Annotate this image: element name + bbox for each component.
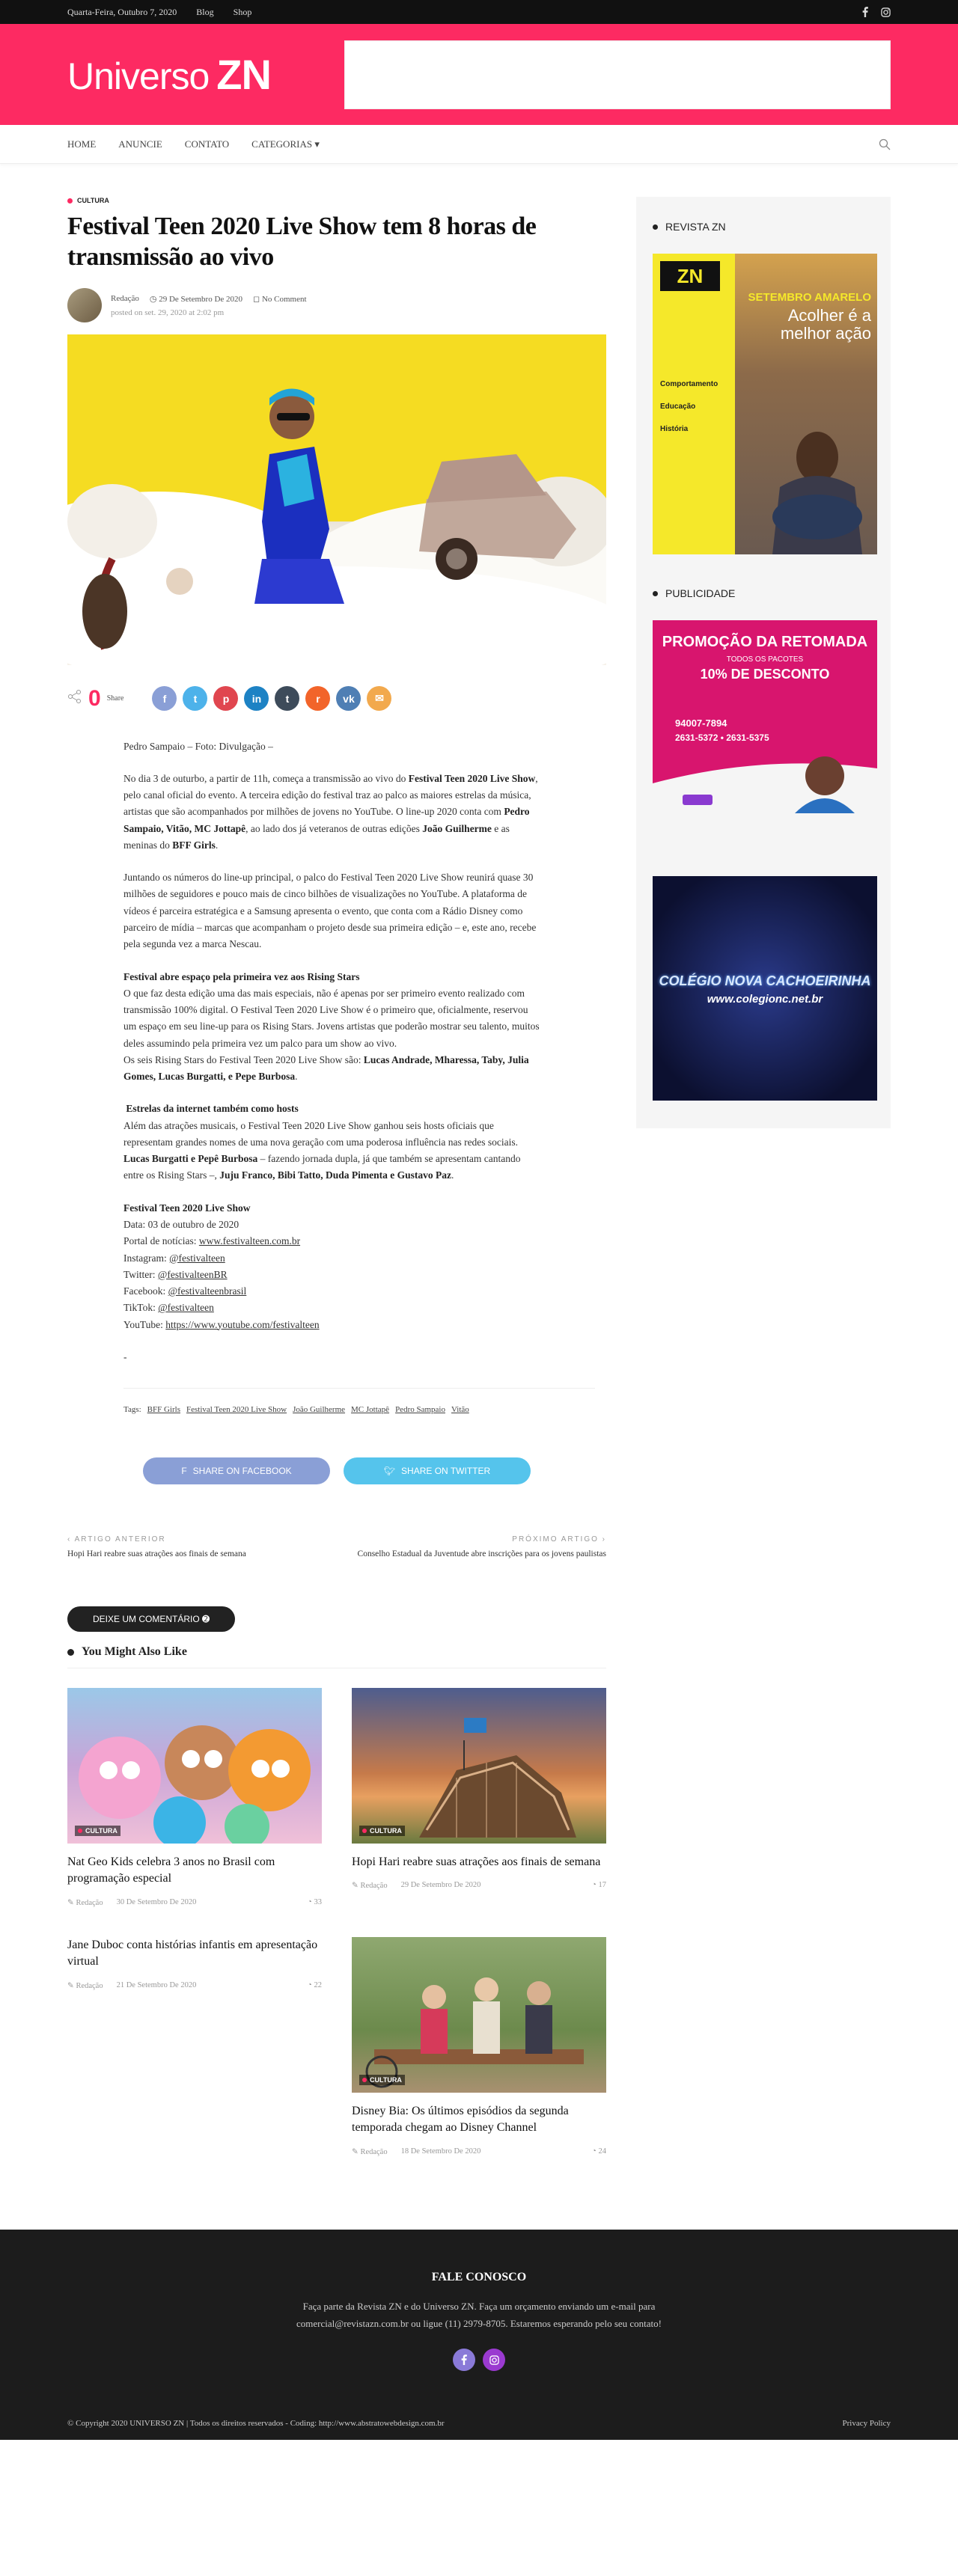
site-footer <box>0 2230 958 2440</box>
nav-home[interactable]: HOME <box>67 138 97 150</box>
top-bar <box>0 0 958 24</box>
instagram-icon[interactable] <box>881 7 891 17</box>
related-author[interactable]: ✎ Redação <box>67 1981 103 1990</box>
share-twitter-button[interactable]: 🐦︎ SHARE ON TWITTER <box>344 1457 531 1484</box>
related-grid <box>67 1688 606 2186</box>
share-facebook-button[interactable]: F SHARE ON FACEBOOK <box>143 1457 330 1484</box>
related-views: ◔ 22 <box>307 1980 322 1989</box>
next-label: PRÓXIMO ARTIGO › <box>512 1535 606 1544</box>
tag-link[interactable]: Pedro Sampaio <box>395 1405 445 1415</box>
related-views: ◔ 17 <box>591 1881 606 1890</box>
related-image[interactable] <box>352 1937 606 2093</box>
post-meta <box>67 288 606 322</box>
related-views: ◔ 33 <box>307 1897 322 1906</box>
search-icon[interactable] <box>879 138 891 150</box>
clock-icon: ◷ <box>149 294 157 304</box>
share-count: 0 <box>88 685 101 711</box>
tags-label: Tags: <box>123 1405 141 1415</box>
related-title[interactable]: Disney Bia: Os últimos episódios da segunda temporada chegam ao Disney Channel <box>352 2104 569 2135</box>
related-heading: You Might Also Like <box>67 1645 606 1668</box>
comment-count[interactable]: No Comment <box>261 294 307 304</box>
ad-title: PROMOÇÃO DA RETOMADA <box>662 634 868 650</box>
main-nav <box>0 125 958 164</box>
separator-dash: - <box>123 1350 127 1362</box>
magazine-section: Educação <box>660 403 696 411</box>
share-reddit-icon[interactable]: r <box>305 686 330 711</box>
leave-comment-button[interactable]: DEIXE UM COMENTÁRIO ➋ <box>67 1606 235 1632</box>
share-label: Share <box>106 694 124 703</box>
twitter-icon: 🐦︎ <box>383 1466 396 1477</box>
twitter-link[interactable]: @festivalteenBR <box>157 1268 228 1280</box>
comment-icon: ◻ <box>253 294 260 304</box>
share-facebook-icon[interactable]: f <box>152 686 177 711</box>
image-caption: Pedro Sampaio – Foto: Divulgação – <box>123 740 273 752</box>
tag-link[interactable]: Vitão <box>451 1405 469 1415</box>
section-heading: Festival abre espaço pela primeira vez aos Rising Stars <box>123 970 360 982</box>
magazine-section: Comportamento <box>660 380 718 388</box>
privacy-policy-link[interactable]: Privacy Policy <box>842 2418 891 2428</box>
posted-on: posted on set. 29, 2020 at 2:02 pm <box>111 308 225 317</box>
prev-post-link[interactable]: Hopi Hari reabre suas atrações aos finais de semana <box>67 1549 246 1559</box>
related-views: ◔ 24 <box>591 2147 606 2156</box>
card-category[interactable]: CULTURA <box>359 2075 405 2085</box>
card-category[interactable]: CULTURA <box>75 1826 120 1836</box>
related-card[interactable] <box>352 1937 606 2156</box>
tiktok-link[interactable]: @festivalteen <box>158 1302 214 1314</box>
tag-link[interactable]: BFF Girls <box>147 1405 180 1415</box>
prev-label: ‹ ARTIGO ANTERIOR <box>67 1535 166 1544</box>
facebook-link[interactable]: @festivalteenbrasil <box>168 1285 247 1297</box>
post-category[interactable]: CULTURA <box>67 197 606 204</box>
footer-heading: FALE CONOSCO <box>431 2270 527 2283</box>
nav-contato[interactable]: CONTATO <box>184 138 230 150</box>
header-ad-banner <box>344 40 891 109</box>
event-info: Festival Teen 2020 Live Show Data: 03 de outubro de 2020 Portal de notícias: www.festivalteen.com.br Instagram: @festivalteen Twitter: @festivalteenBR Facebook: @festivalteenbrasil TikTok: @festivalteen YouTube: https://www.youtube.com/festivalteen <box>123 1202 320 1330</box>
facebook-icon[interactable] <box>453 2349 475 2371</box>
magazine-headline: SETEMBRO AMARELO <box>748 291 871 304</box>
share-tumblr-icon[interactable]: t <box>275 686 299 711</box>
chevron-down-icon: ▾ <box>314 138 320 150</box>
related-title[interactable]: Jane Duboc conta histórias infantis em apresentação virtual <box>67 1938 318 1968</box>
paragraph: No dia 3 de outurbo, a partir de 11h, começa a transmissão ao vivo do Festival Teen 2020 Live Show, pelo canal oficial do evento. A terceira edição do festival traz ao palco as maiores estrelas da música, artistas que são acompanhados por milhões de jovens no YouTube. O line-up 2020 conta com Pedro Sampaio, Vitão, MC Jottapê, ao lado dos já veteranos de outras edições João Guilherme e as meninas do BFF Girls. <box>123 772 538 851</box>
related-card[interactable] <box>352 1688 606 1907</box>
tag-link[interactable]: MC Jottapê <box>351 1405 390 1415</box>
paragraph: Festival abre espaço pela primeira vez aos Rising Stars O que faz desta edição uma das mais especiais, não é apenas por ser primeiro evento realizado com transmissão 100% digital. O Festival Teen 2020 Live Show é o primeiro que, oficialmente, reservou um espaço em seu line-up para os Rising Stars. Jovens artistas que poderão mostrar seu talento, muitos deles assumindo pela primeira vez um palco para um show ao vivo. Os seis Rising Stars do Festival Teen 2020 Live Show são: Lucas Andrade, Mharessa, Taby, Julia Gomes, Lucas Burgatti, e Pepe Burbosa. <box>123 970 540 1083</box>
tag-link[interactable]: João Guilherme <box>293 1405 346 1415</box>
sidebar-heading-publicidade: PUBLICIDADE <box>653 587 874 599</box>
tag-link[interactable]: Festival Teen 2020 Live Show <box>186 1405 287 1415</box>
ad-phone: 94007-7894 <box>675 718 727 729</box>
topbar-link-shop[interactable]: Shop <box>233 6 252 17</box>
sidebar <box>636 197 891 1128</box>
ad-subtitle: TODOS OS PACOTES <box>726 655 804 664</box>
share-bar <box>67 686 606 712</box>
related-date: 30 De Setembro De 2020 <box>116 1897 197 1906</box>
post-navigation <box>67 1535 606 1558</box>
facebook-icon[interactable] <box>861 7 869 17</box>
portal-link[interactable]: www.festivalteen.com.br <box>198 1235 301 1247</box>
share-twitter-icon[interactable]: t <box>183 686 207 711</box>
author-name[interactable]: Redação <box>111 293 139 303</box>
ad-url: www.colegionc.net.br <box>707 993 823 1006</box>
share-email-icon[interactable]: ✉ <box>367 686 391 711</box>
post-title: Festival Teen 2020 Live Show tem 8 horas de transmissão ao vivo <box>67 212 537 271</box>
related-author[interactable]: ✎ Redação <box>352 2147 388 2156</box>
related-author[interactable]: ✎ Redação <box>67 1898 103 1907</box>
related-date: 21 De Setembro De 2020 <box>116 1980 197 1989</box>
share-pinterest-icon[interactable]: p <box>213 686 238 711</box>
related-date: 18 De Setembro De 2020 <box>400 2147 481 2156</box>
instagram-icon[interactable] <box>483 2349 505 2371</box>
magazine-subheadline: Acolher é a melhor ação <box>780 306 871 343</box>
site-header <box>0 24 958 125</box>
ad-discount: 10% DE DESCONTO <box>700 667 830 682</box>
post-date: 29 De Setembro De 2020 <box>159 294 243 304</box>
featured-image <box>67 334 606 665</box>
current-date: Quarta-Feira, Outubro 7, 2020 <box>67 6 177 17</box>
related-card[interactable] <box>67 1688 322 1907</box>
ad-banner-colegio[interactable] <box>653 876 877 1101</box>
related-image[interactable] <box>67 1688 322 1844</box>
ad-banner-promo[interactable] <box>653 620 877 813</box>
arrow-circle-icon: ➋ <box>202 1614 210 1625</box>
share-vk-icon[interactable]: vk <box>336 686 361 711</box>
share-linkedin-icon[interactable]: in <box>244 686 269 711</box>
related-title[interactable]: Hopi Hari reabre suas atrações aos finais de semana <box>352 1855 601 1869</box>
related-title[interactable]: Nat Geo Kids celebra 3 anos no Brasil com programação especial <box>67 1855 275 1885</box>
next-post-link[interactable]: Conselho Estadual da Juventude abre inscrições para os jovens paulistas <box>357 1549 606 1559</box>
related-card[interactable] <box>67 1937 322 2156</box>
footer-text: Faça parte da Revista ZN e do Universo ZN. Faça um orçamento enviando um e-mail para comercial@revistazn.com.br ou ligue (11) 2979-8705. Estaremos esperando pelo seu contato! <box>296 2300 662 2330</box>
related-date: 29 De Setembro De 2020 <box>400 1881 481 1890</box>
related-author[interactable]: ✎ Redação <box>352 1882 388 1891</box>
share-buttons <box>67 1457 606 1484</box>
article-column <box>67 197 606 2186</box>
instagram-link[interactable]: @festivalteen <box>169 1252 225 1264</box>
magazine-logo: ZN <box>660 261 720 291</box>
facebook-icon: F <box>181 1466 187 1477</box>
related-image[interactable] <box>352 1688 606 1844</box>
nav-categorias[interactable]: CATEGORIAS ▾ <box>251 138 320 150</box>
youtube-link[interactable]: https://www.youtube.com/festivalteen <box>165 1318 320 1330</box>
sidebar-heading-revista: REVISTA ZN <box>653 221 874 233</box>
site-logo[interactable]: Universo ZN <box>67 50 271 98</box>
section-heading: Estrelas da internet também como hosts <box>123 1103 299 1115</box>
copyright: © Copyright 2020 UNIVERSO ZN | Todos os direitos reservados - Coding: http://www.abstratowebdesign.com.br <box>67 2418 445 2428</box>
article-body <box>123 738 543 1366</box>
paragraph: Juntando os números do line-up principal, o palco do Festival Teen 2020 Live Show reunirá quase 30 milhões de seguidores e pouco mais de cinco bilhões de visualizações no YouTube. A plataforma de vídeos é parceira estratégica e a Samsung apresenta o evento, que conta com a Rádio Disney como parceiro de mídia – marcas que acompanham o projeto desde sua primeira edição – e, este ano, recebe pela segunda vez a marca Nescau. <box>123 872 537 950</box>
topbar-link-blog[interactable]: Blog <box>196 6 214 17</box>
magazine-cover[interactable] <box>653 254 877 554</box>
card-category[interactable]: CULTURA <box>359 1826 405 1836</box>
paragraph: Estrelas da internet também como hosts Além das atrações musicais, o Festival Teen 2020 Live Show ganhou seis hosts oficiais que representam grandes nomes de uma nova geração com uma poderosa influência nas redes sociais. Lucas Burgatti e Pepê Burbosa – fazendo jornada dupla, já que também se apresentam cantando entre os Rising Stars –, Juju Franco, Bibi Tatto, Duda Pimenta e Gustavo Paz. <box>123 1103 521 1181</box>
share-icon <box>67 689 82 708</box>
ad-phone: 2631-5372 • 2631-5375 <box>675 732 769 743</box>
post-tags <box>123 1388 595 1414</box>
magazine-section: História <box>660 425 689 433</box>
ad-title: COLÉGIO NOVA CACHOEIRINHA <box>659 973 871 988</box>
author-avatar[interactable] <box>67 288 102 322</box>
nav-anuncie[interactable]: ANUNCIE <box>118 138 162 150</box>
